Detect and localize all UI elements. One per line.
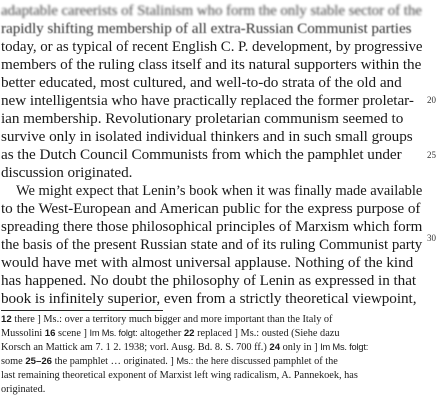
footnote-editorial: Im Ms. folgt:: [320, 342, 369, 352]
body-line-11: We might expect that Lenin’s book when it was finally made available: [16, 182, 423, 199]
footnote-text: Korsch an Mattick am 7. 1 2. 1938; vorl. Ausg. Bd. 8. S. 700 ff.): [1, 342, 270, 353]
body-line-15: would have met with almost universal applause. Nothing of the kind: [1, 254, 414, 271]
body-line-14: the basis of the present Russian state and of its ruling Communist party: [1, 236, 423, 253]
footnote-line-1: [1, 313, 333, 326]
footnote-line-6: originated.: [1, 384, 46, 395]
footnote-ref-16: 16: [44, 328, 56, 339]
footnote-ref-24: 24: [269, 342, 281, 353]
footnote-editorial: Im Ms. folgt:: [89, 328, 138, 338]
footnote-text: the here discussed pamphlet of the: [193, 356, 338, 367]
body-line-13: spreading there those philosophical principles of Marxism which form: [1, 218, 423, 235]
footnote-separator: [1, 310, 163, 311]
body-line-2: rapidly shifting membership of all extra-Russian Communist parties: [1, 20, 412, 37]
footnote-ref-22: 22: [183, 328, 195, 339]
footnote-text: some: [1, 356, 26, 367]
footnote-text: Mussolini: [1, 328, 45, 339]
footnote-line-2: [1, 327, 339, 340]
footnote-line-5: last remaining theoretical exponent of Marxist left wing radicalism, A. Pannekoek, has: [1, 370, 358, 381]
body-line-6: new intelligentsia who have practically replaced the former proletar-: [1, 92, 414, 109]
body-line-5: better educated, most cultured, and well-to-do strata of the old and: [1, 74, 402, 91]
footnote-ref-25-26: 25–26: [25, 356, 52, 367]
footnote-editorial: Ms.:: [176, 356, 194, 366]
line-number-30: 30: [427, 233, 436, 243]
footnote-line-4: [1, 355, 338, 368]
footnote-text: altogether: [137, 328, 184, 339]
footnote-text: replaced ] Ms.: ousted (Siehe dazu: [194, 328, 340, 339]
footnote-ref-12: 12: [1, 314, 12, 325]
line-number-20: 20: [427, 95, 436, 105]
body-line-12: to the West-European and American public for the express purpose of: [1, 200, 421, 217]
body-line-10: discussion originated.: [1, 164, 133, 181]
footnote-line-3: [1, 341, 368, 354]
line-number-25: 25: [427, 150, 436, 160]
body-line-7: ian membership. Revolutionary proletarian communism seemed to: [1, 110, 404, 127]
body-line-17: book is infinitely superior, even from a strictly theoretical viewpoint,: [1, 290, 417, 307]
footnote-text: only in ]: [280, 342, 321, 353]
body-line-8: survive only in isolated individual thinkers and in such small groups: [1, 128, 413, 145]
footnote-text: the pamphlet … originated. ]: [52, 356, 177, 367]
body-line-16: has happened. No doubt the philosophy of Lenin as expressed in that: [1, 272, 417, 289]
footnote-text: scene ]: [55, 328, 90, 339]
body-line-9: as the Dutch Council Communists from which the pamphlet under: [1, 146, 402, 163]
footnote-text: there ] Ms.: over a territory much bigger and more important than the Italy of: [11, 314, 333, 325]
body-line-4: members of the ruling class itself and its natural supporters within the: [1, 56, 422, 73]
body-line-1: adaptable careerists of Stalinism who form the only stable sector of the: [1, 2, 422, 19]
body-line-3: today, or as typical of recent English C. P. development, by progressive: [1, 38, 423, 55]
